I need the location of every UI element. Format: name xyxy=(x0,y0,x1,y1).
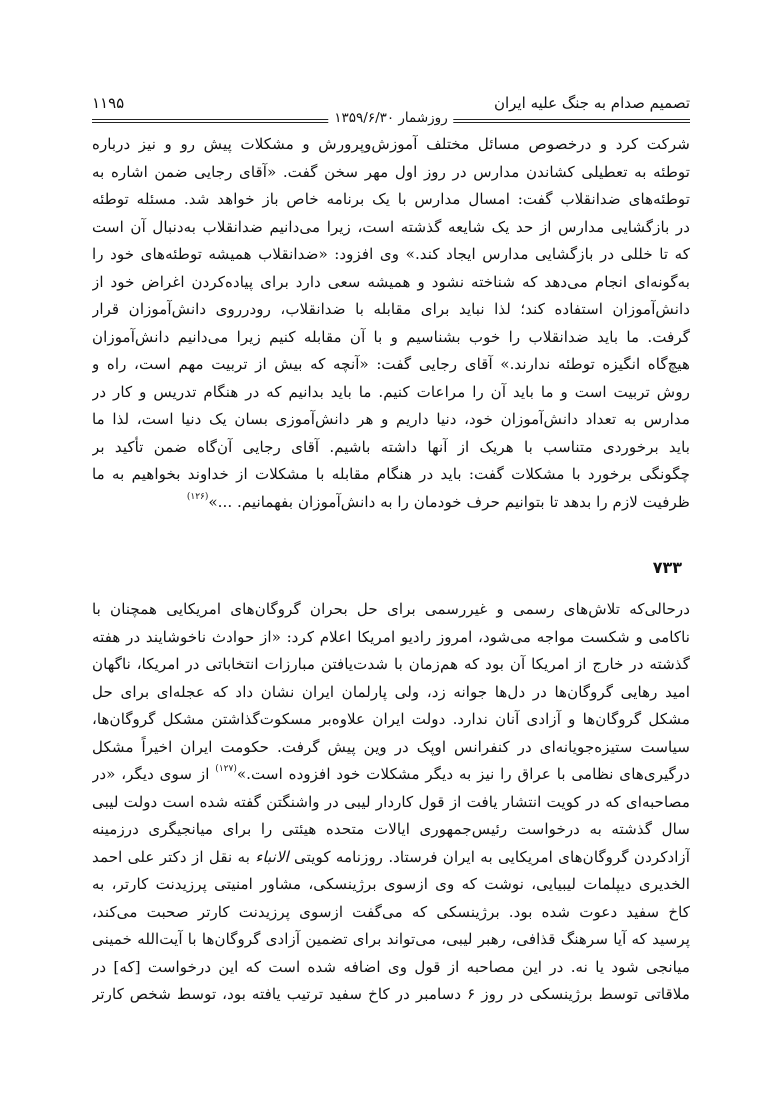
text-line: سیاست ستیزه‌جویانه‌ای در کنفرانس اوپک در وین پیش گرفت. حکومت ایران اخیراً مشکل xyxy=(92,737,690,756)
text-line: کاخ سفید دعوت شده بود. برژینسکی که می‌گفت ازسوی پرزیدنت کارتر صحبت می‌کند، xyxy=(92,902,690,921)
text-fragment: ظرفیت لازم را بدهد تا بتوانیم حرف خودمان را به دانش‌آموزان بفهمانیم. ...» xyxy=(208,492,690,511)
text-fragment: درگیری‌های نظامی با عراق را نیز به دیگر مشکلات خود افزوده است.» xyxy=(236,765,690,783)
text-line: مدارس به تعداد دانش‌آموزان خود، دنیا داریم و هر دانش‌آموزی بسان یک دنیا است، لذا ما xyxy=(92,410,690,428)
text-line: دانش‌آموزان استفاده کند؛ لذا نباید برای مقابله با ضدانقلاب، رودرروی دانش‌آموزان قرار xyxy=(92,300,690,318)
text-line: هیچ‌گاه انگیزه توطئه ندارند.» آقای رجایی گفت: «آنچه که بیش از تربیت مهم است، راه و xyxy=(92,355,690,373)
text-line: توطئه به تعطیلی کشاندن مدارس در روز اول مهر سخن گفت. «آقای رجایی ضمن اشاره به xyxy=(92,162,690,181)
header-book-title: تصمیم صدام به جنگ علیه ایران xyxy=(494,94,690,112)
text-line: پرسید که آیا سرهنگ قذافی، رهبر لیبی، می‌تواند برای تضمین آزادی گروگان‌ها با آیت‌الله خمینی xyxy=(92,930,690,948)
text-line: چگونگی برخورد با مشکلات گفت: باید در هنگام مقابله با مشکلات از خداوند بخواهیم به ما xyxy=(92,465,690,483)
running-header xyxy=(92,92,690,132)
text-line: گذشته در خارج از امریکا آن بود که هم‌زمان با شدت‌یافتن مبارزات انتخاباتی در امریکا، ناگهان xyxy=(92,655,690,673)
text-line xyxy=(92,761,690,789)
text-line: ملاقاتی توسط برژینسکی در روز ۶ دسامبر در کاخ سفید ترتیب یافته بود، توسط شخص کارتر xyxy=(92,985,690,1003)
text-line: گرفت. ما باید ضدانقلاب را خوب بشناسیم و با آن مقابله کنیم زیرا می‌دانیم دانش‌آموزان xyxy=(92,327,690,346)
text-line xyxy=(92,844,690,872)
text-line: درحالی‌که تلاش‌های رسمی و غیررسمی برای حل بحران گروگان‌های امریکایی همچنان با xyxy=(92,600,690,618)
text-line: باید برخوردی متناسب با هریک از آنها داشته باشیم. آقای رجایی آن‌گاه ضمن تأکید بر xyxy=(92,437,690,456)
footnote-reference: (۱۲۶) xyxy=(186,491,209,502)
text-line: ناکامی و شکست مواجه می‌شود، امروز رادیو امریکا اعلام کرد: «از حوادث ناخوشایند در هفته xyxy=(92,627,690,646)
text-line: امید رهایی گروگان‌ها در دل‌ها جوانه زد، ولی پارلمان ایران نشان داد که عجله‌ای برای حل xyxy=(92,682,690,701)
text-line: سال گذشته به درخواست رئیس‌جمهوری ایالات متحده هیئتی را برای میانجیگری درزمینه xyxy=(92,820,690,838)
text-line xyxy=(92,489,690,517)
text-fragment: آزادکردن گروگان‌های امریکایی به ایران فرستاد. روزنامه کویتی xyxy=(288,847,690,866)
book-page xyxy=(92,0,690,1110)
text-line: در بازگشایی مدارس از حد یک شایعه گذشته است، زیرا می‌دانیم ضدانقلاب به‌دنبال آن است xyxy=(92,217,690,236)
text-line: مشکل گروگان‌ها و آزادی آنان ندارد. دولت ایران علاوه‌بر مسکوت‌گذاشتن مشکل گروگان‌ها، xyxy=(92,710,690,728)
text-line: شرکت کرد و درخصوص مسائل مختلف آموزش‌وپرورش و مشکلات پیش رو و نیز درباره xyxy=(92,135,690,153)
paragraph-1 xyxy=(92,131,690,516)
text-line: میانجی شود یا نه. در این مصاحبه از قول وی اضافه شده است که این درخواست [که] در xyxy=(92,957,690,976)
header-chronology-date: روزشمار ۱۳۵۹/۶/۳۰ xyxy=(328,110,453,126)
header-page-number: ۱۱۹۵ xyxy=(92,94,125,112)
text-fragment: به نقل از دکتر علی احمد xyxy=(92,847,256,866)
text-line: که تا خللی در بازگشایی مدارس ایجاد کند.» وی افزود: «ضدانقلاب همیشه توطئه‌های خود را xyxy=(92,245,690,263)
paragraph-2 xyxy=(92,596,690,1009)
newspaper-name: الانباء xyxy=(255,847,289,866)
footnote-reference: (۱۲۷) xyxy=(215,764,237,774)
text-fragment: از سوی دیگر، «در xyxy=(92,765,216,783)
text-line: مصاحبه‌ای که در کویت انتشار یافت از قول کاردار لیبی در واشنگتن گفته شده است دولت لیبی xyxy=(92,792,690,811)
entry-number: ۷۳۳ xyxy=(652,558,682,577)
text-line: توطئه‌های ضدانقلاب گفت: امسال مدارس با یک برنامه خاص باز خواهد شد. مسئله توطئه xyxy=(92,190,690,208)
text-line: الخدیری دیپلمات لیبیایی، نوشت که وی ازسوی برژینسکی، مشاور امنیتی پرزیدنت کارتر، به xyxy=(92,875,690,893)
text-line: روش تربیت است و ما باید آن را مراعات کنیم. ما باید بدانیم که در هنگام تدریس و کار در xyxy=(92,382,690,401)
text-line: به‌گونه‌ای انجام می‌دهد که شناخته نشود و همیشه سعی دارد برای پیاده‌کردن اغراض خود از xyxy=(92,272,690,291)
